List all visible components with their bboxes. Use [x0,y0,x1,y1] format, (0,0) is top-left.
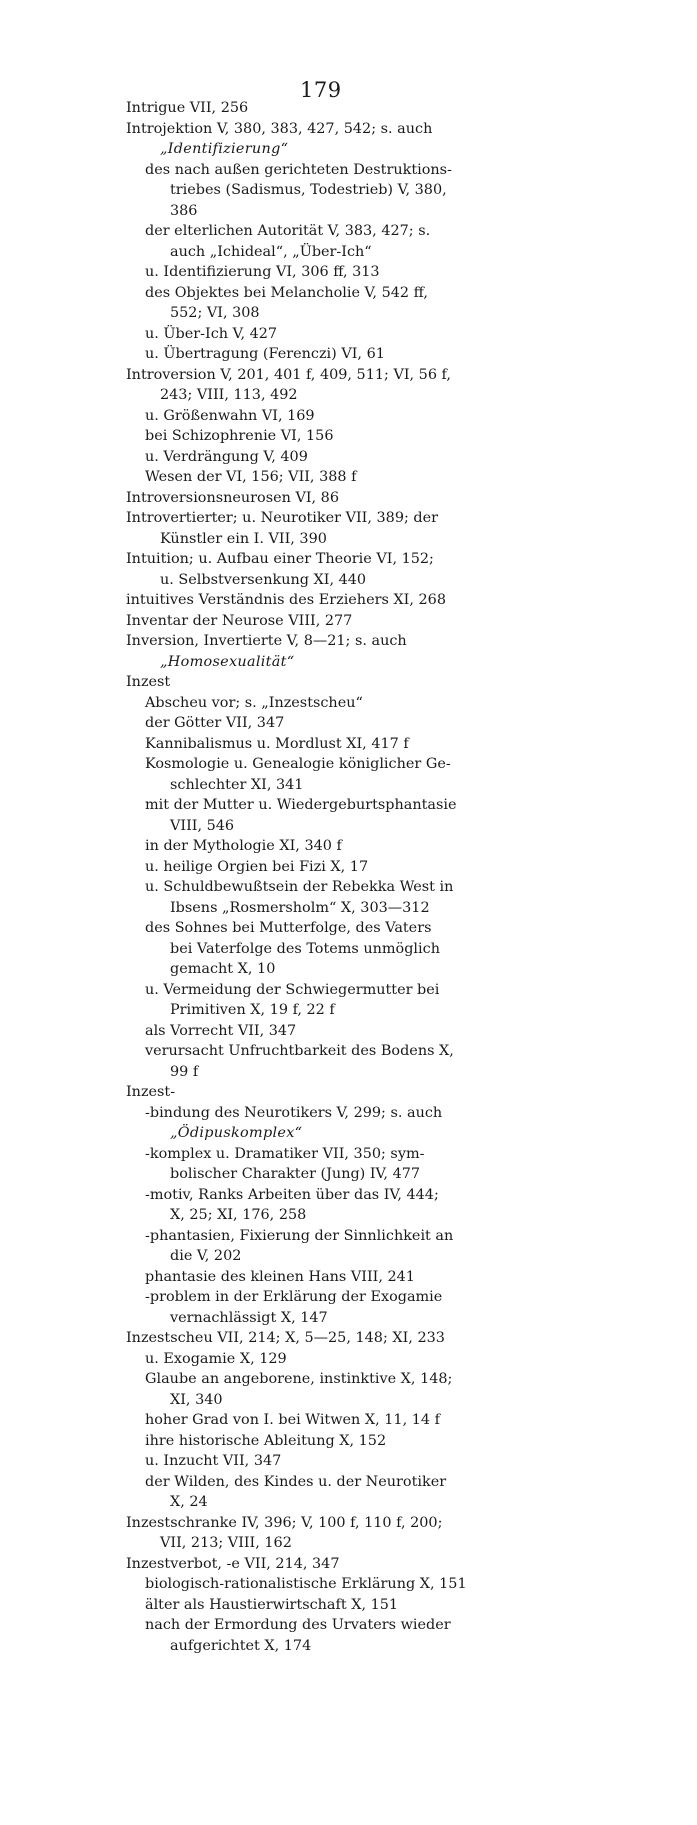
index-line: Primitiven X, 19 f, 22 f [170,1002,335,1018]
index-line: älter als Haustierwirtschaft X, 151 [145,1596,399,1613]
index-line: der Wilden, des Kindes u. der Neurotiker [145,1473,447,1490]
index-line: nach der Ermordung des Urvaters wieder [145,1617,451,1633]
index-line: intuitives Verständnis des Erziehers XI, 268 [126,592,446,608]
index-line: als Vorrecht VII, 347 [145,1022,297,1039]
index-line: X, 24 [170,1494,208,1510]
index-line: mit der Mutter u. Wiedergeburtsphantasie [145,797,457,813]
index-line: des Objektes bei Melancholie V, 542 ff, [145,284,428,301]
index-line: -motiv, Ranks Arbeiten über das IV, 444; [145,1186,439,1203]
index-line: 386 [170,202,198,219]
index-line: Introjektion V, 380, 383, 427, 542; s. auch [126,120,433,137]
index-line: Glaube an angeborene, instinktive X, 148; [145,1371,453,1387]
index-line: 243; VIII, 113, 492 [160,387,298,403]
index-line: „Identifizierung“ [160,141,289,157]
index-line: -komplex u. Dramatiker VII, 350; sym- [145,1145,425,1162]
index-line: Inventar der Neurose VIII, 277 [126,612,353,629]
index-line: Inzestverbot, -e VII, 214, 347 [126,1555,340,1572]
index-line: vernachlässigt X, 147 [170,1309,328,1326]
index-line: „Homosexualität“ [160,653,295,670]
index-line: u. Inzucht VII, 347 [145,1453,282,1469]
index-line: Inzest [126,674,171,690]
index-line: Intuition; u. Aufbau einer Theorie VI, 152; [126,551,434,567]
index-line: VIII, 546 [170,817,235,834]
index-line: XI, 340 [170,1391,223,1408]
index-line: Künstler ein I. VII, 390 [160,530,327,547]
index-line: u. Exogamie X, 129 [145,1350,287,1367]
index-line: gemacht X, 10 [170,961,276,977]
index-line: ihre historische Ableitung X, 152 [145,1432,387,1449]
index-line: der Götter VII, 347 [145,715,285,731]
index-line: Inzest- [126,1084,176,1100]
index-line: die V, 202 [170,1248,242,1264]
index-line: Inzestscheu VII, 214; X, 5—25, 148; XI, 233 [126,1330,445,1346]
index-line: biologisch-rationalistische Erklärung X, 151 [145,1576,467,1592]
index-line: -bindung des Neurotikers V, 299; s. auch [145,1104,443,1121]
index-line: u. Über-Ich V, 427 [145,325,278,342]
index-line: Introversionsneurosen VI, 86 [126,489,339,506]
index-line: der elterlichen Autorität V, 383, 427; s. [145,223,431,239]
index-line: hoher Grad von I. bei Witwen X, 11, 14 f [145,1412,440,1428]
index-line: des Sohnes bei Mutterfolge, des Vaters [145,920,432,936]
index-line: X, 25; XI, 176, 258 [170,1207,307,1223]
index-line: schlechter XI, 341 [170,776,304,793]
index-line: u. Verdrängung V, 409 [145,448,308,465]
index-list [126,98,571,1656]
index-line: in der Mythologie XI, 340 f [145,838,342,854]
index-line: des nach außen gerichteten Destruktions- [145,161,452,178]
index-line: Kosmologie u. Genealogie königlicher Ge- [145,756,451,772]
index-line: bei Vaterfolge des Totems unmöglich [170,940,440,957]
index-line: Abscheu vor; s. „Inzestscheu“ [145,694,363,711]
index-line: u. Größenwahn VI, 169 [145,407,315,424]
index-line: -problem in der Erklärung der Exogamie [145,1289,443,1305]
index-line: Kannibalismus u. Mordlust XI, 417 f [145,735,409,752]
index-line: Wesen der VI, 156; VII, 388 f [145,469,357,485]
index-line: auch „Ichideal“, „Über-Ich“ [170,243,372,260]
index-line: Intrigue VII, 256 [126,100,249,116]
index-line: 99 f [170,1063,199,1080]
index-line: u. heilige Orgien bei Fizi X, 17 [145,858,369,875]
index-line: u. Übertragung (Ferenczi) VI, 61 [145,346,385,362]
index-line: Inzestschranke IV, 396; V, 100 f, 110 f, 200; [126,1514,443,1531]
index-line: phantasie des kleinen Hans VIII, 241 [145,1268,415,1285]
page-number: 179 [300,78,342,102]
index-line: 552; VI, 308 [170,305,260,321]
index-line: Ibsens „Rosmersholm“ X, 303—312 [170,899,430,916]
index-line: „Ödipuskomplex“ [170,1125,303,1141]
index-line: aufgerichtet X, 174 [170,1637,312,1654]
index-line: Inversion, Invertierte V, 8—21; s. auch [126,633,407,649]
index-line: Introversion V, 201, 401 f, 409, 511; VI, 56 f, [126,366,451,383]
index-line: verursacht Unfruchtbarkeit des Bodens X, [145,1043,454,1059]
index-line: Introvertierter; u. Neurotiker VII, 389; der [126,510,439,526]
index-line: u. Schuldbewußtsein der Rebekka West in [145,879,454,895]
index-line: triebes (Sadismus, Todestrieb) V, 380, [170,182,447,198]
index-line: u. Vermeidung der Schwiegermutter bei [145,981,440,998]
index-line: VII, 213; VIII, 162 [160,1535,292,1551]
index-line: bei Schizophrenie VI, 156 [145,428,334,444]
index-line: u. Identifizierung VI, 306 ff, 313 [145,264,380,280]
index-line: -phantasien, Fixierung der Sinnlichkeit an [145,1227,454,1244]
index-line: bolischer Charakter (Jung) IV, 477 [170,1166,421,1182]
index-line: u. Selbstversenkung XI, 440 [160,571,367,588]
